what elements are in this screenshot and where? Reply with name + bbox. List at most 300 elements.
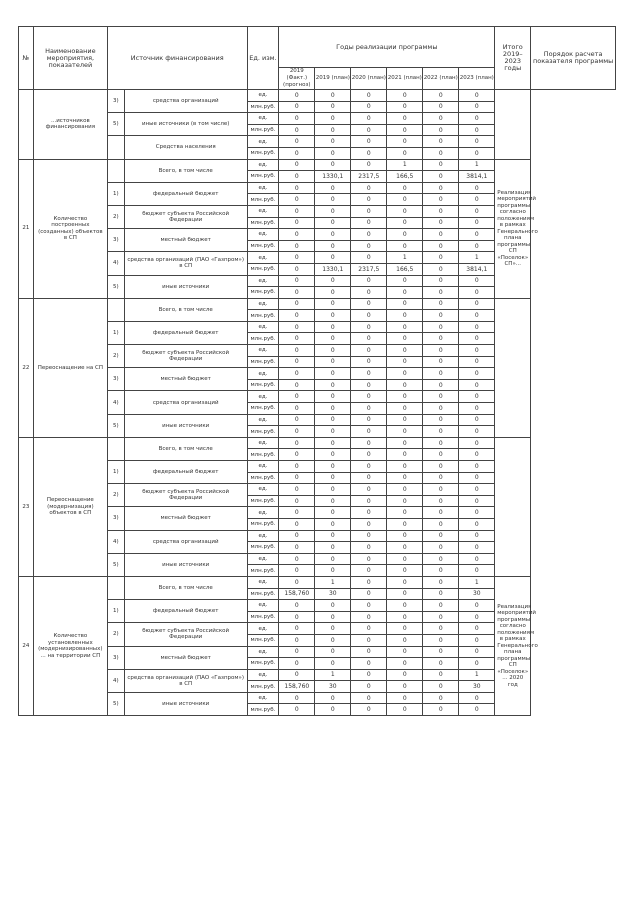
value-cell: 0 (387, 182, 423, 194)
source-index: 5) (107, 113, 124, 136)
source-index (107, 437, 124, 460)
value-cell: 0 (315, 298, 351, 310)
value-cell: 0 (315, 124, 351, 136)
value-cell: 0 (315, 646, 351, 658)
value-cell: 0 (387, 403, 423, 415)
value-cell: 0 (459, 379, 495, 391)
value-cell: 0 (279, 147, 315, 159)
source-name: бюджет субъекта Российской Федерации (124, 484, 247, 507)
value-cell: 0 (459, 437, 495, 449)
value-cell: 0 (351, 391, 387, 403)
unit-cell: ед. (247, 576, 279, 588)
value-cell: 3814,1 (459, 263, 495, 275)
source-name: бюджет субъекта Российской Федерации (124, 623, 247, 646)
value-cell: 1 (459, 159, 495, 171)
value-cell: 0 (423, 669, 459, 681)
value-cell: 0 (459, 634, 495, 646)
value-cell: 0 (423, 310, 459, 322)
value-cell: 0 (387, 345, 423, 357)
value-cell: 0 (315, 333, 351, 345)
value-cell: 0 (315, 356, 351, 368)
value-cell: 30 (459, 588, 495, 600)
value-cell: 0 (351, 437, 387, 449)
value-cell: 0 (387, 113, 423, 125)
value-cell: 1 (387, 159, 423, 171)
source-name: федеральный бюджет (124, 600, 247, 623)
value-cell: 0 (459, 646, 495, 658)
value-cell: 0 (315, 321, 351, 333)
value-cell: 0 (459, 565, 495, 577)
value-cell: 0 (351, 553, 387, 565)
unit-cell: млн.руб. (247, 263, 279, 275)
value-cell: 0 (387, 669, 423, 681)
source-index (107, 576, 124, 599)
value-cell: 0 (315, 159, 351, 171)
value-cell: 0 (387, 368, 423, 380)
source-index: 2) (107, 623, 124, 646)
source-index: 4) (107, 252, 124, 275)
value-cell: 0 (351, 576, 387, 588)
value-cell: 0 (279, 287, 315, 299)
value-cell: 0 (351, 426, 387, 438)
value-cell: 0 (459, 658, 495, 670)
value-cell: 0 (387, 414, 423, 426)
value-cell: 1 (315, 576, 351, 588)
value-cell: 0 (423, 518, 459, 530)
value-cell: 0 (351, 113, 387, 125)
value-cell: 0 (387, 530, 423, 542)
value-cell: 0 (279, 275, 315, 287)
value-cell: 0 (459, 426, 495, 438)
value-cell: 0 (423, 194, 459, 206)
value-cell: 0 (351, 681, 387, 693)
value-cell: 0 (459, 229, 495, 241)
unit-cell: ед. (247, 205, 279, 217)
value-cell: 0 (279, 426, 315, 438)
value-cell: 0 (279, 449, 315, 461)
value-cell: 0 (387, 507, 423, 519)
source-index (107, 159, 124, 182)
value-cell: 0 (315, 368, 351, 380)
section-name: Количество установленных (модернизированных) ... на территории СП (33, 576, 107, 715)
value-cell: 0 (351, 310, 387, 322)
value-cell: 0 (459, 147, 495, 159)
source-name: средства организаций (124, 90, 247, 113)
value-cell: 0 (351, 704, 387, 716)
value-cell: 0 (279, 704, 315, 716)
unit-cell: млн.руб. (247, 426, 279, 438)
value-cell: 0 (387, 391, 423, 403)
value-cell: 0 (423, 368, 459, 380)
value-cell: 0 (351, 461, 387, 473)
value-cell: 0 (423, 542, 459, 554)
value-cell: 0 (423, 495, 459, 507)
value-cell: 0 (387, 553, 423, 565)
value-cell: 0 (279, 518, 315, 530)
unit-cell: ед. (247, 553, 279, 565)
value-cell: 0 (315, 113, 351, 125)
header-years-group: Годы реализации программы (279, 27, 495, 68)
value-cell: 30 (315, 588, 351, 600)
value-cell: 0 (387, 600, 423, 612)
value-cell: 0 (351, 472, 387, 484)
unit-cell: млн.руб. (247, 240, 279, 252)
value-cell: 0 (423, 391, 459, 403)
source-name: средства организаций (124, 530, 247, 553)
value-cell: 0 (315, 553, 351, 565)
calc-order-note: Реализация мероприятий программы согласно положениям в рамках Генерального плана программы СП «Поселок» ... 2020 год (495, 576, 531, 715)
value-cell: 0 (423, 414, 459, 426)
value-cell: 0 (351, 518, 387, 530)
value-cell: 0 (423, 484, 459, 496)
value-cell: 0 (423, 692, 459, 704)
unit-cell: млн.руб. (247, 565, 279, 577)
value-cell: 0 (315, 414, 351, 426)
value-cell: 0 (315, 194, 351, 206)
value-cell: 0 (279, 646, 315, 658)
value-cell: 0 (279, 542, 315, 554)
value-cell: 0 (459, 391, 495, 403)
program-table (18, 26, 616, 716)
value-cell: 0 (387, 136, 423, 148)
section-number: 24 (19, 576, 34, 715)
unit-cell: млн.руб. (247, 333, 279, 345)
value-cell: 0 (459, 542, 495, 554)
unit-cell: ед. (247, 321, 279, 333)
value-cell: 0 (423, 147, 459, 159)
unit-cell: млн.руб. (247, 356, 279, 368)
value-cell: 0 (279, 205, 315, 217)
value-cell: 0 (279, 600, 315, 612)
value-cell: 1 (459, 576, 495, 588)
value-cell: 0 (315, 287, 351, 299)
value-cell: 0 (459, 275, 495, 287)
value-cell: 0 (351, 379, 387, 391)
value-cell: 0 (423, 321, 459, 333)
unit-cell: млн.руб. (247, 495, 279, 507)
value-cell: 0 (351, 345, 387, 357)
unit-cell: ед. (247, 623, 279, 635)
value-cell: 1330,1 (315, 171, 351, 183)
source-name: федеральный бюджет (124, 461, 247, 484)
value-cell: 0 (351, 449, 387, 461)
unit-cell: ед. (247, 646, 279, 658)
value-cell: 0 (423, 588, 459, 600)
section-name: Переоснащение (модернизация) объектов в СП (33, 437, 107, 576)
value-cell: 0 (459, 321, 495, 333)
source-index: 2) (107, 205, 124, 228)
source-index: 2) (107, 345, 124, 368)
value-cell: 0 (279, 345, 315, 357)
value-cell: 0 (387, 588, 423, 600)
source-name: иные источники (в том числе) (124, 113, 247, 136)
value-cell: 0 (387, 205, 423, 217)
value-cell: 0 (387, 658, 423, 670)
value-cell: 0 (315, 692, 351, 704)
value-cell: 0 (387, 321, 423, 333)
unit-cell: млн.руб. (247, 379, 279, 391)
value-cell: 0 (459, 484, 495, 496)
value-cell: 0 (459, 414, 495, 426)
source-index: 1) (107, 182, 124, 205)
value-cell: 0 (423, 217, 459, 229)
value-cell: 0 (279, 113, 315, 125)
unit-cell: млн.руб. (247, 634, 279, 646)
value-cell: 0 (315, 542, 351, 554)
value-cell: 0 (351, 692, 387, 704)
value-cell: 0 (423, 205, 459, 217)
value-cell: 0 (423, 159, 459, 171)
value-cell: 2317,5 (351, 171, 387, 183)
section-number (19, 90, 34, 160)
value-cell: 0 (459, 518, 495, 530)
value-cell: 0 (315, 484, 351, 496)
unit-cell: млн.руб. (247, 194, 279, 206)
table-row (19, 576, 616, 588)
value-cell: 0 (279, 565, 315, 577)
unit-cell: млн.руб. (247, 124, 279, 136)
value-cell: 0 (315, 507, 351, 519)
value-cell: 0 (279, 229, 315, 241)
value-cell: 1 (315, 669, 351, 681)
unit-cell: млн.руб. (247, 449, 279, 461)
value-cell: 3814,1 (459, 171, 495, 183)
value-cell: 0 (279, 90, 315, 102)
value-cell: 0 (459, 611, 495, 623)
source-name: иные источники (124, 414, 247, 437)
unit-cell: ед. (247, 507, 279, 519)
unit-cell: ед. (247, 368, 279, 380)
header-indicator: Наименование мероприятия, показателей (33, 27, 107, 90)
value-cell: 0 (387, 229, 423, 241)
value-cell: 0 (315, 565, 351, 577)
value-cell: 0 (351, 287, 387, 299)
header-year: 2020 (план) (351, 68, 387, 90)
value-cell: 0 (279, 240, 315, 252)
source-name: средства организаций (ПАО «Газпром») в СП (124, 252, 247, 275)
unit-cell: млн.руб. (247, 287, 279, 299)
value-cell: 0 (459, 124, 495, 136)
value-cell: 0 (387, 379, 423, 391)
value-cell: 0 (387, 124, 423, 136)
source-index: 3) (107, 229, 124, 252)
value-cell: 0 (459, 472, 495, 484)
value-cell: 0 (279, 333, 315, 345)
value-cell: 0 (423, 124, 459, 136)
value-cell: 0 (387, 298, 423, 310)
value-cell: 0 (459, 704, 495, 716)
value-cell: 0 (279, 263, 315, 275)
source-name: Всего, в том числе (124, 298, 247, 321)
value-cell: 0 (423, 530, 459, 542)
source-index: 1) (107, 600, 124, 623)
value-cell: 0 (351, 495, 387, 507)
unit-cell: ед. (247, 669, 279, 681)
value-cell: 0 (387, 449, 423, 461)
value-cell: 0 (459, 368, 495, 380)
value-cell: 30 (315, 681, 351, 693)
source-name: средства организаций (ПАО «Газпром») в СП (124, 669, 247, 692)
value-cell: 0 (315, 518, 351, 530)
value-cell: 0 (315, 426, 351, 438)
value-cell: 0 (315, 345, 351, 357)
value-cell: 0 (387, 623, 423, 635)
value-cell: 0 (423, 623, 459, 635)
value-cell: 0 (315, 449, 351, 461)
value-cell: 0 (351, 634, 387, 646)
value-cell: 0 (351, 588, 387, 600)
value-cell: 0 (423, 634, 459, 646)
value-cell: 0 (279, 414, 315, 426)
unit-cell: млн.руб. (247, 704, 279, 716)
value-cell: 0 (279, 136, 315, 148)
value-cell: 0 (315, 495, 351, 507)
unit-cell: ед. (247, 298, 279, 310)
header-year: 2021 (план) (387, 68, 423, 90)
value-cell: 0 (423, 426, 459, 438)
value-cell: 0 (387, 542, 423, 554)
value-cell: 158,760 (279, 588, 315, 600)
unit-cell: ед. (247, 229, 279, 241)
value-cell: 0 (315, 658, 351, 670)
source-index: 5) (107, 692, 124, 715)
value-cell: 0 (459, 403, 495, 415)
value-cell: 0 (279, 576, 315, 588)
header-num: № (19, 27, 34, 90)
value-cell: 0 (351, 356, 387, 368)
value-cell: 0 (351, 124, 387, 136)
value-cell: 0 (423, 658, 459, 670)
value-cell: 0 (459, 692, 495, 704)
value-cell: 0 (351, 101, 387, 113)
calc-order-note (495, 437, 531, 576)
value-cell: 0 (279, 252, 315, 264)
value-cell: 0 (459, 333, 495, 345)
unit-cell: ед. (247, 692, 279, 704)
value-cell: 0 (423, 252, 459, 264)
value-cell: 0 (423, 90, 459, 102)
value-cell: 0 (351, 321, 387, 333)
value-cell: 0 (387, 356, 423, 368)
value-cell: 0 (315, 240, 351, 252)
table-row (19, 159, 616, 171)
value-cell: 0 (459, 553, 495, 565)
table-row (19, 437, 616, 449)
unit-cell: ед. (247, 391, 279, 403)
value-cell: 0 (459, 449, 495, 461)
value-cell: 0 (351, 611, 387, 623)
value-cell: 0 (279, 484, 315, 496)
source-name: бюджет субъекта Российской Федерации (124, 205, 247, 228)
value-cell: 0 (351, 275, 387, 287)
value-cell: 0 (315, 252, 351, 264)
unit-cell: млн.руб. (247, 403, 279, 415)
value-cell: 0 (315, 310, 351, 322)
source-name: Всего, в том числе (124, 159, 247, 182)
value-cell: 0 (459, 182, 495, 194)
value-cell: 0 (279, 403, 315, 415)
value-cell: 0 (351, 669, 387, 681)
value-cell: 0 (315, 472, 351, 484)
value-cell: 0 (387, 90, 423, 102)
source-index: 5) (107, 414, 124, 437)
unit-cell: ед. (247, 136, 279, 148)
value-cell: 0 (423, 240, 459, 252)
value-cell: 0 (351, 658, 387, 670)
source-name: Всего, в том числе (124, 437, 247, 460)
value-cell: 0 (459, 194, 495, 206)
section-number: 21 (19, 159, 34, 298)
unit-cell: ед. (247, 113, 279, 125)
table-row (19, 90, 616, 102)
header-total: Итого 2019–2023 годы (495, 27, 531, 90)
value-cell: 0 (459, 310, 495, 322)
value-cell: 0 (423, 553, 459, 565)
value-cell: 0 (351, 159, 387, 171)
unit-cell: ед. (247, 414, 279, 426)
source-name: местный бюджет (124, 507, 247, 530)
value-cell: 0 (387, 333, 423, 345)
calc-order-note (495, 298, 531, 437)
value-cell: 0 (315, 634, 351, 646)
value-cell: 0 (351, 600, 387, 612)
value-cell: 0 (423, 681, 459, 693)
value-cell: 1 (387, 252, 423, 264)
value-cell: 0 (423, 229, 459, 241)
value-cell: 0 (423, 437, 459, 449)
value-cell: 0 (387, 681, 423, 693)
source-name: федеральный бюджет (124, 182, 247, 205)
unit-cell: ед. (247, 600, 279, 612)
value-cell: 0 (387, 518, 423, 530)
value-cell: 0 (459, 356, 495, 368)
section-number: 22 (19, 298, 34, 437)
value-cell: 0 (351, 414, 387, 426)
value-cell: 0 (387, 611, 423, 623)
header-unit: Ед. изм. (247, 27, 279, 90)
value-cell: 0 (351, 565, 387, 577)
value-cell: 0 (459, 345, 495, 357)
value-cell: 0 (315, 147, 351, 159)
value-cell: 0 (423, 263, 459, 275)
value-cell: 0 (423, 507, 459, 519)
unit-cell: ед. (247, 275, 279, 287)
value-cell: 0 (279, 368, 315, 380)
value-cell: 0 (459, 90, 495, 102)
value-cell: 0 (387, 495, 423, 507)
unit-cell: ед. (247, 90, 279, 102)
value-cell: 0 (423, 182, 459, 194)
unit-cell: ед. (247, 345, 279, 357)
value-cell: 0 (351, 623, 387, 635)
unit-cell: млн.руб. (247, 171, 279, 183)
value-cell: 0 (387, 426, 423, 438)
value-cell: 0 (315, 461, 351, 473)
value-cell: 0 (279, 124, 315, 136)
value-cell: 0 (351, 403, 387, 415)
value-cell: 0 (279, 658, 315, 670)
value-cell: 0 (423, 565, 459, 577)
value-cell: 0 (459, 461, 495, 473)
value-cell: 0 (423, 101, 459, 113)
value-cell: 166,5 (387, 263, 423, 275)
value-cell: 0 (351, 194, 387, 206)
value-cell: 0 (387, 101, 423, 113)
section-number: 23 (19, 437, 34, 576)
source-name: иные источники (124, 692, 247, 715)
unit-cell: млн.руб. (247, 101, 279, 113)
value-cell: 2317,5 (351, 263, 387, 275)
